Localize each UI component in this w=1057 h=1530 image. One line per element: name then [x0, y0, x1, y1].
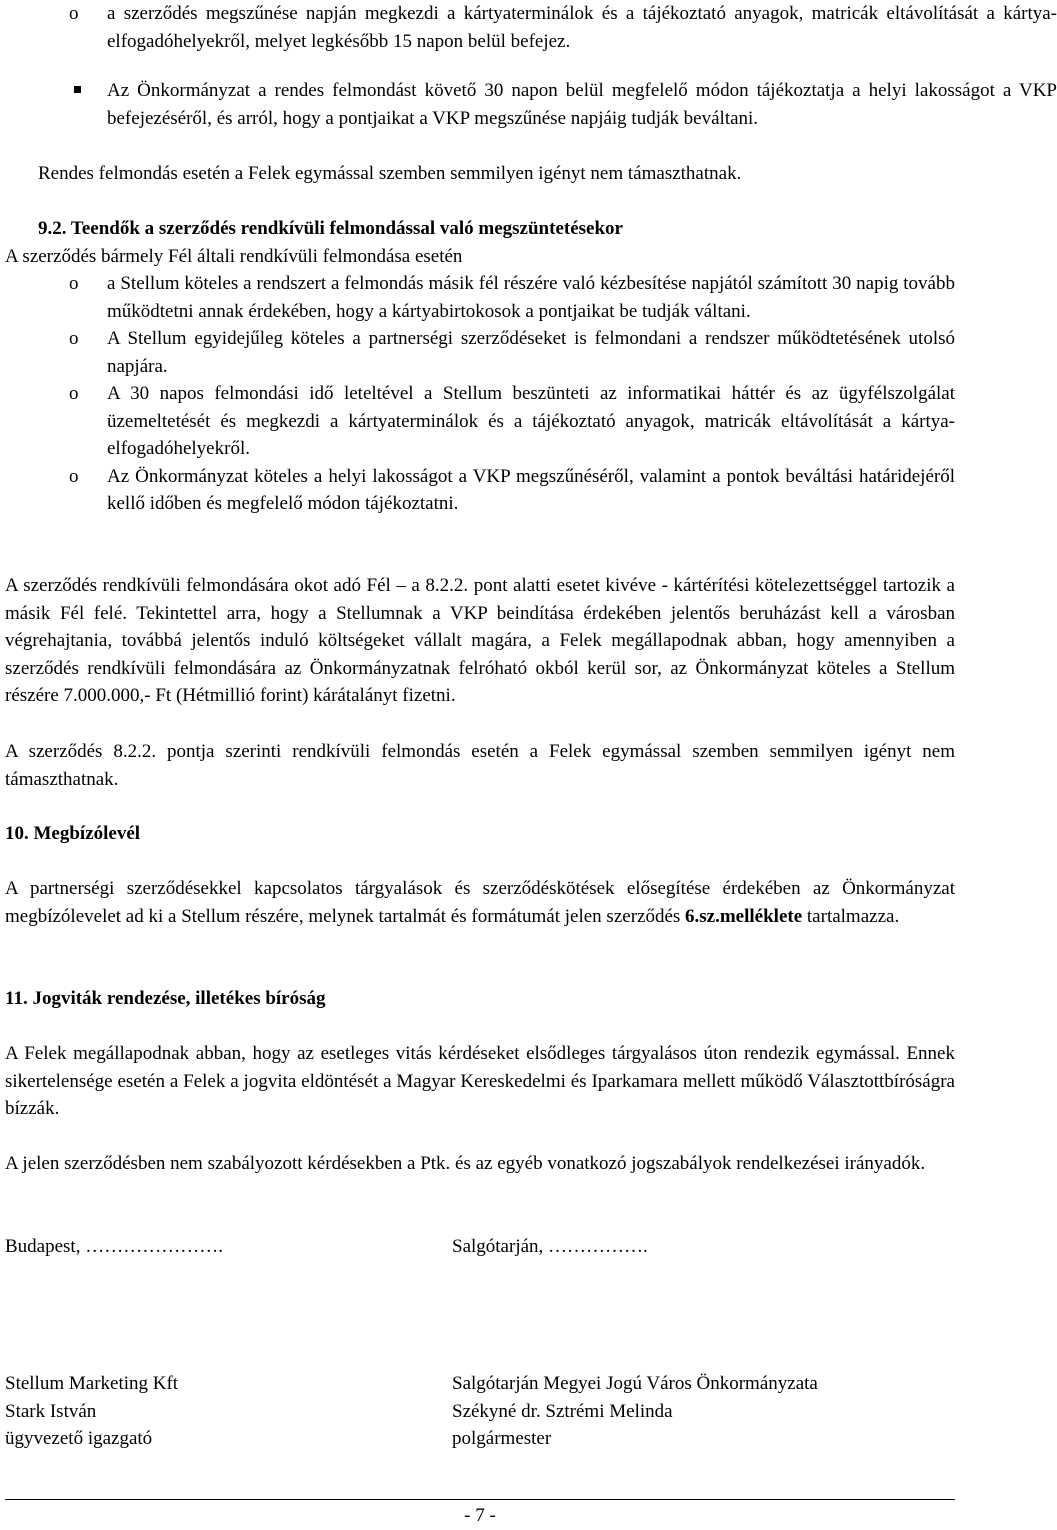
ordinary-termination-note: Rendes felmondás esetén a Felek egymással szemben semmilyen igényt nem támaszthatnak. [38, 163, 742, 184]
page-number: - 7 - [464, 1505, 496, 1526]
signer-title: ügyvezető igazgató [5, 1428, 153, 1449]
list-item-text: a Stellum köteles a rendszert a felmondás másik fél részére való kézbesítése napjától számított 30 napig tovább működtetni annak érdekében, hogy a kártyabirtokosok a pontjaikat be tudják váltani. [107, 273, 955, 322]
footer-divider [5, 1499, 955, 1500]
place-date-left: Budapest, …………………. [5, 1236, 223, 1257]
list-marker: o [69, 465, 79, 487]
section-10-text-end: tartalmazza. [802, 905, 900, 927]
compensation-paragraph: A szerződés rendkívüli felmondására okot adó Fél – a 8.2.2. pont alatti esetet kivéve - kártérítési kötelezettséggel tartozik a másik Fél felé. Tekintettel arra, hogy a Stellumnak a VKP beindítása érdekében jelentős beruházást kell a városban végrehajtania, továbbá jelentős induló költségeket vállalt magára, a Felek megállapodnak abban, hogy amennyiben a szerződés rendkívüli felmondására az Önkormányzatnak felróható okból kerül sor, az Önkormányzat köteles a Stellum részére 7.000.000,- Ft (Hétmillió forint) kárátalányt fizetni. [5, 575, 955, 706]
no-claims-paragraph: A szerződés 8.2.2. pontja szerinti rendkívüli felmondás esetén a Felek egymással szemben semmilyen igényt nem támaszthatnak. [5, 741, 955, 790]
square-bullet-icon [74, 86, 81, 93]
list-item-text: A 30 napos felmondási idő leteltével a Stellum beszünteti az informatikai háttér és az ügyfélszolgálat üzemeltetését és megkezdi a kártyaterminálok és a tájékoztató anyagok, matricák eltávolítását a kártya-elfogadóhelyekről. [107, 383, 955, 459]
section-10-text-start: A partnerségi szerződésekkel kapcsolatos tárgyalások és szerződéskötések elősegítése érdekében az Önkormányzat megbízólevelet ad ki a Stellum részére, melynek tartalmát és formátumát jelen szerződés [5, 878, 955, 927]
annex-reference: 6.sz.melléklete [685, 905, 803, 927]
list-item [5, 463, 955, 518]
list-marker: o [69, 383, 79, 404]
section-10-text [5, 875, 955, 930]
list-item-text: Az Önkormányzat köteles a helyi lakosságot a VKP megszűnéséről, valamint a pontok beváltási határidejéről kellő időben és megfelelő módon tájékoztatni. [107, 465, 955, 514]
square-bullet-text: Az Önkormányzat a rendes felmondást követő 30 napon belül megfelelő módon tájékoztatja a helyi lakosságot a VKP befejezéséről, és arról, hogy a pontjaikat a VKP megszűnése napjáig tudják beváltani. [107, 80, 1057, 129]
section-9-2 [5, 215, 955, 518]
signer-company: Stellum Marketing Kft [5, 1373, 179, 1394]
place-date-right: Salgótarján, ……………. [452, 1236, 648, 1257]
section-heading: 9.2. Teendők a szerződés rendkívüli felmondással való megszüntetésekor [38, 218, 623, 239]
top-list-item [5, 0, 1057, 55]
square-bullet-item [5, 77, 1057, 132]
list-item [5, 380, 955, 463]
signer-name: Székyné dr. Sztrémi Melinda [452, 1400, 673, 1422]
list-item-text: a szerződés megszűnése napján megkezdi a kártyaterminálok és a tájékoztató anyagok, matricák eltávolítását a kártya-elfogadóhelyekről, melyet legkésőbb 15 napon belül befejez. [107, 3, 1057, 52]
signature-block-right [452, 1370, 818, 1453]
signer-company: Salgótarján Megyei Jogú Város Önkormányzata [452, 1373, 818, 1394]
section-intro: A szerződés bármely Fél általi rendkívüli felmondása esetén [5, 245, 463, 267]
list-item [5, 325, 955, 380]
section-11-para-1: A Felek megállapodnak abban, hogy az esetleges vitás kérdéseket elsődleges tárgyalásos úton rendezik egymással. Ennek sikertelensége esetén a Felek a jogvita eldöntését a Magyar Kereskedelmi és Iparkamara mellett működő Választottbíróságra bízzák. [5, 1043, 955, 1119]
signer-title: polgármester [452, 1428, 552, 1449]
signature-block-left [5, 1370, 178, 1453]
list-item [5, 270, 955, 325]
list-item-text: A Stellum egyidejűleg köteles a partnerségi szerződéseket is felmondani a rendszer működtetésének utolsó napjára. [107, 328, 955, 377]
signer-name: Stark István [5, 1400, 97, 1422]
list-marker: o [69, 328, 79, 349]
section-11-para-2: A jelen szerződésben nem szabályozott kérdésekben a Ptk. és az egyéb vonatkozó jogszabályok rendelkezései irányadók. [5, 1153, 926, 1174]
section-11-heading: 11. Jogviták rendezése, illetékes bíróság [5, 988, 326, 1009]
section-10-heading: 10. Megbízólevél [5, 823, 141, 844]
list-marker: o [69, 3, 79, 24]
list-marker: o [69, 273, 79, 294]
